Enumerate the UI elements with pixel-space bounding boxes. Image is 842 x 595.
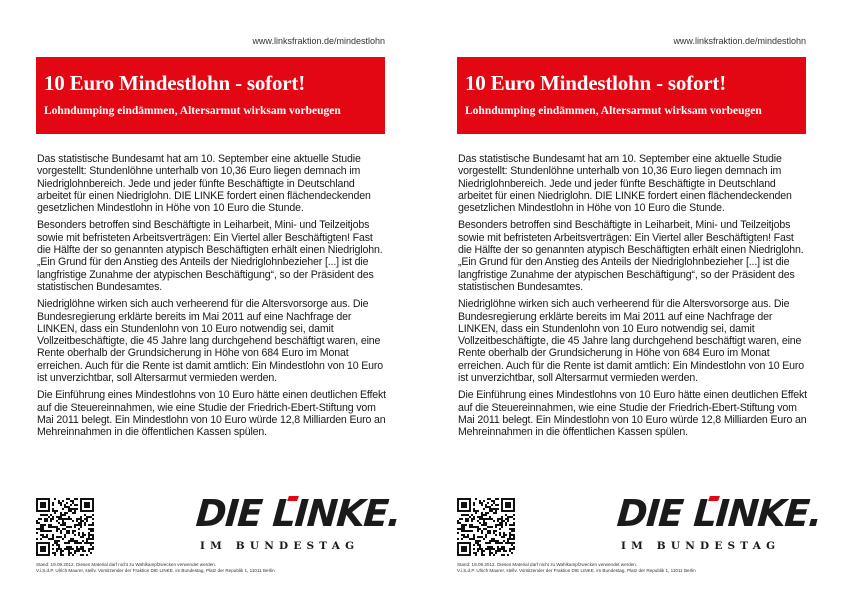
qr-code-icon[interactable]	[36, 498, 94, 556]
headline-subtitle: Lohndumping eindämmen, Altersarmut wirksam vorbeugen	[44, 105, 341, 117]
imprint-line: Stand: 19.09.2012. Dieses Material darf nicht zu Wahlkampfzwecken verwendet werden.	[36, 562, 217, 567]
qr-code-icon[interactable]	[457, 498, 515, 556]
headline-banner	[36, 57, 385, 134]
headline-subtitle: Lohndumping eindämmen, Altersarmut wirksam vorbeugen	[465, 105, 762, 117]
logo-subline: IM BUNDESTAG	[621, 540, 781, 552]
imprint	[36, 562, 396, 574]
paragraph: Die Einführung eines Mindestlohns von 10 Euro hätte einen deutlichen Effekt auf die Steuereinnahmen, wie eine Studie der Friedrich-Ebert-Stiftung vom Mai 2011 belegt. Ein Mindestlohn von 10 Euro würde 12,8 Milliarden Euro an Mehreinnahmen in die öffentlichen Kassen spülen.	[458, 389, 807, 439]
website-url[interactable]: www.linksfraktion.de/mindestlohn	[673, 36, 806, 46]
logo-wordmark: DIE LINKE.	[194, 492, 402, 535]
die-linke-logo	[194, 492, 402, 552]
body-text	[458, 153, 808, 444]
paragraph: Besonders betroffen sind Beschäftigte in Leiharbeit, Mini- und Teilzeitjobs sowie mit befristeten Arbeitsverträgen: Ein Viertel aller Beschäftigten! Fast die Hälfte der so genannten atypisch Beschäftigten erhält einen Niedriglohn. „Ein Grund für den Anstieg des Anteils der Niedriglohnbezieher [...] ist die langfristige Zunahme der atypischen Beschäftigung“, so der Präsident des statistischen Bundesamtes.	[37, 219, 383, 293]
imprint-line: V.i.S.d.P. Ulrich Maurer, stellv. Vorsitzender der Fraktion DIE LINKE. im Bundestag, Platz der Republik 1, 11011 Berlin	[457, 568, 696, 573]
imprint-line: Stand: 19.09.2012. Dieses Material darf nicht zu Wahlkampfzwecken verwendet werden.	[457, 562, 638, 567]
paragraph: Besonders betroffen sind Beschäftigte in Leiharbeit, Mini- und Teilzeitjobs sowie mit befristeten Arbeitsverträgen: Ein Viertel aller Beschäftigten! Fast die Hälfte der so genannten atypisch Beschäftigten erhält einen Niedriglohn. „Ein Grund für den Anstieg des Anteils der Niedriglohnbezieher [...] ist die langfristige Zunahme der atypischen Beschäftigung“, so der Präsident des statistischen Bundesamtes.	[458, 219, 804, 293]
imprint	[457, 562, 817, 574]
flyer-right	[421, 0, 842, 595]
headline-title: 10 Euro Mindestlohn - sofort!	[44, 71, 305, 95]
headline-banner	[457, 57, 806, 134]
logo-wordmark: DIE LINKE.	[615, 492, 823, 535]
paragraph: Die Einführung eines Mindestlohns von 10 Euro hätte einen deutlichen Effekt auf die Steuereinnahmen, wie eine Studie der Friedrich-Ebert-Stiftung vom Mai 2011 belegt. Ein Mindestlohn von 10 Euro würde 12,8 Milliarden Euro an Mehreinnahmen in die öffentlichen Kassen spülen.	[37, 389, 386, 439]
die-linke-logo	[615, 492, 823, 552]
website-url[interactable]: www.linksfraktion.de/mindestlohn	[252, 36, 385, 46]
imprint-line: V.i.S.d.P. Ulrich Maurer, stellv. Vorsitzender der Fraktion DIE LINKE. im Bundestag, Platz der Republik 1, 11011 Berlin	[36, 568, 275, 573]
paragraph: Das statistische Bundesamt hat am 10. September eine aktuelle Studie vorgestellt: Stundenlöhne unterhalb von 10,36 Euro liegen demnach im Niedriglohnbereich. Jede und jeder fünfte Beschäftigte in Deutschland arbeitet für einen Niedriglohn. DIE LINKE fordert einen flächendeckenden gesetzlichen Mindestlohn in Höhe von 10 Euro die Stunde.	[458, 153, 792, 215]
logo-subline: IM BUNDESTAG	[200, 540, 360, 552]
paragraph: Niedriglöhne wirken sich auch verheerend für die Altersvorsorge aus. Die Bundesregierung erklärte bereits im Mai 2011 auf eine Nachfrage der LINKEN, dass ein Stundenlohn von 10 Euro notwendig sei, damit Vollzeitbeschäftigte, die 45 Jahre lang durchgehend beschäftigt waren, eine Rente oberhalb der Grundsicherung in Höhe von 684 Euro im Monat erreichen. Auch für die Rente ist damit amtlich: Ein Mindestlohn von 10 Euro ist unverzichtbar, soll Altersarmut vermieden werden.	[458, 298, 805, 385]
headline-title: 10 Euro Mindestlohn - sofort!	[465, 71, 726, 95]
paragraph: Niedriglöhne wirken sich auch verheerend für die Altersvorsorge aus. Die Bundesregierung erklärte bereits im Mai 2011 auf eine Nachfrage der LINKEN, dass ein Stundenlohn von 10 Euro notwendig sei, damit Vollzeitbeschäftigte, die 45 Jahre lang durchgehend beschäftigt waren, eine Rente oberhalb der Grundsicherung in Höhe von 684 Euro im Monat erreichen. Auch für die Rente ist damit amtlich: Ein Mindestlohn von 10 Euro ist unverzichtbar, soll Altersarmut vermieden werden.	[37, 298, 384, 385]
body-text	[37, 153, 387, 444]
paragraph: Das statistische Bundesamt hat am 10. September eine aktuelle Studie vorgestellt: Stundenlöhne unterhalb von 10,36 Euro liegen demnach im Niedriglohnbereich. Jede und jeder fünfte Beschäftigte in Deutschland arbeitet für einen Niedriglohn. DIE LINKE fordert einen flächendeckenden gesetzlichen Mindestlohn in Höhe von 10 Euro die Stunde.	[37, 153, 371, 215]
